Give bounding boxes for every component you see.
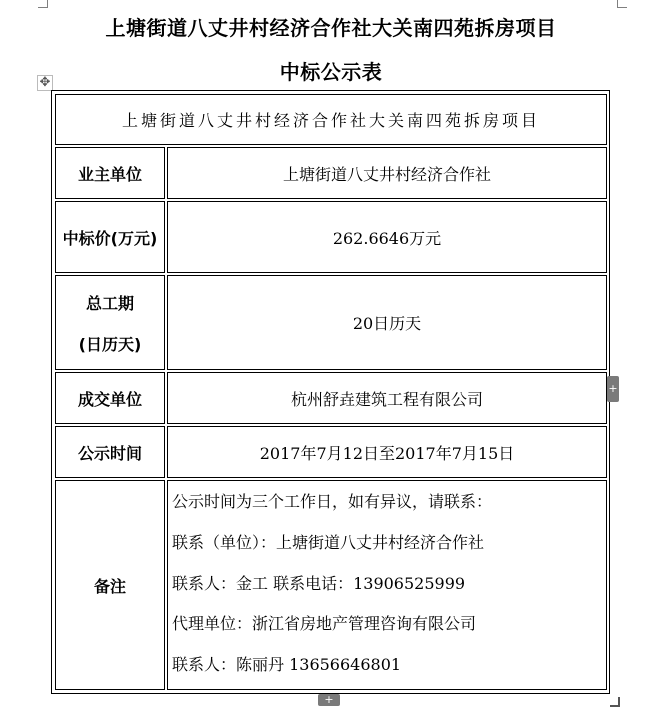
note-line: 联系人：陈丽丹 13656646801 — [172, 655, 402, 675]
value-duration: 20日历天 — [167, 275, 607, 370]
value-publicity-period: 2017年7月12日至2017年7月15日 — [167, 426, 607, 478]
label-winner: 成交单位 — [55, 372, 165, 424]
insert-row-plus-icon[interactable]: + — [607, 376, 619, 402]
note-line: 代理单位：浙江省房地产管理咨询有限公司 — [172, 614, 477, 634]
table-resize-corner-icon[interactable] — [610, 697, 620, 707]
document-subtitle: 中标公示表 — [279, 60, 383, 84]
label-publicity-period: 公示时间 — [55, 426, 165, 478]
page-corner-mark-left — [38, 0, 48, 8]
value-owner: 上塘街道八丈井村经济合作社 — [167, 147, 607, 199]
insert-column-plus-icon[interactable]: + — [318, 694, 340, 706]
label-owner: 业主单位 — [55, 147, 165, 199]
value-winner: 杭州舒垚建筑工程有限公司 — [167, 372, 607, 424]
note-line: 联系人：金工 联系电话：13906525999 — [172, 573, 466, 593]
label-notes: 备注 — [55, 480, 165, 690]
table-move-handle-icon[interactable]: ✥ — [37, 75, 53, 91]
note-line: 联系（单位）：上塘街道八丈井村经济合作社 — [172, 532, 485, 552]
document-title: 上塘街道八丈井村经济合作社大关南四苑拆房项目 — [105, 16, 557, 40]
value-bid-price: 262.6646万元 — [167, 201, 607, 273]
label-duration-unit: (日历天) — [78, 334, 142, 354]
note-line: 公示时间为三个工作日，如有异议，请联系： — [172, 492, 493, 511]
label-bid-price: 中标价(万元) — [55, 201, 165, 273]
value-notes — [167, 480, 607, 690]
table-header-cell: 上塘街道八丈井村经济合作社大关南四苑拆房项目 — [55, 94, 607, 145]
page-corner-mark-right — [617, 0, 627, 8]
label-duration-main: 总工期 — [85, 293, 134, 313]
label-duration — [55, 275, 165, 370]
